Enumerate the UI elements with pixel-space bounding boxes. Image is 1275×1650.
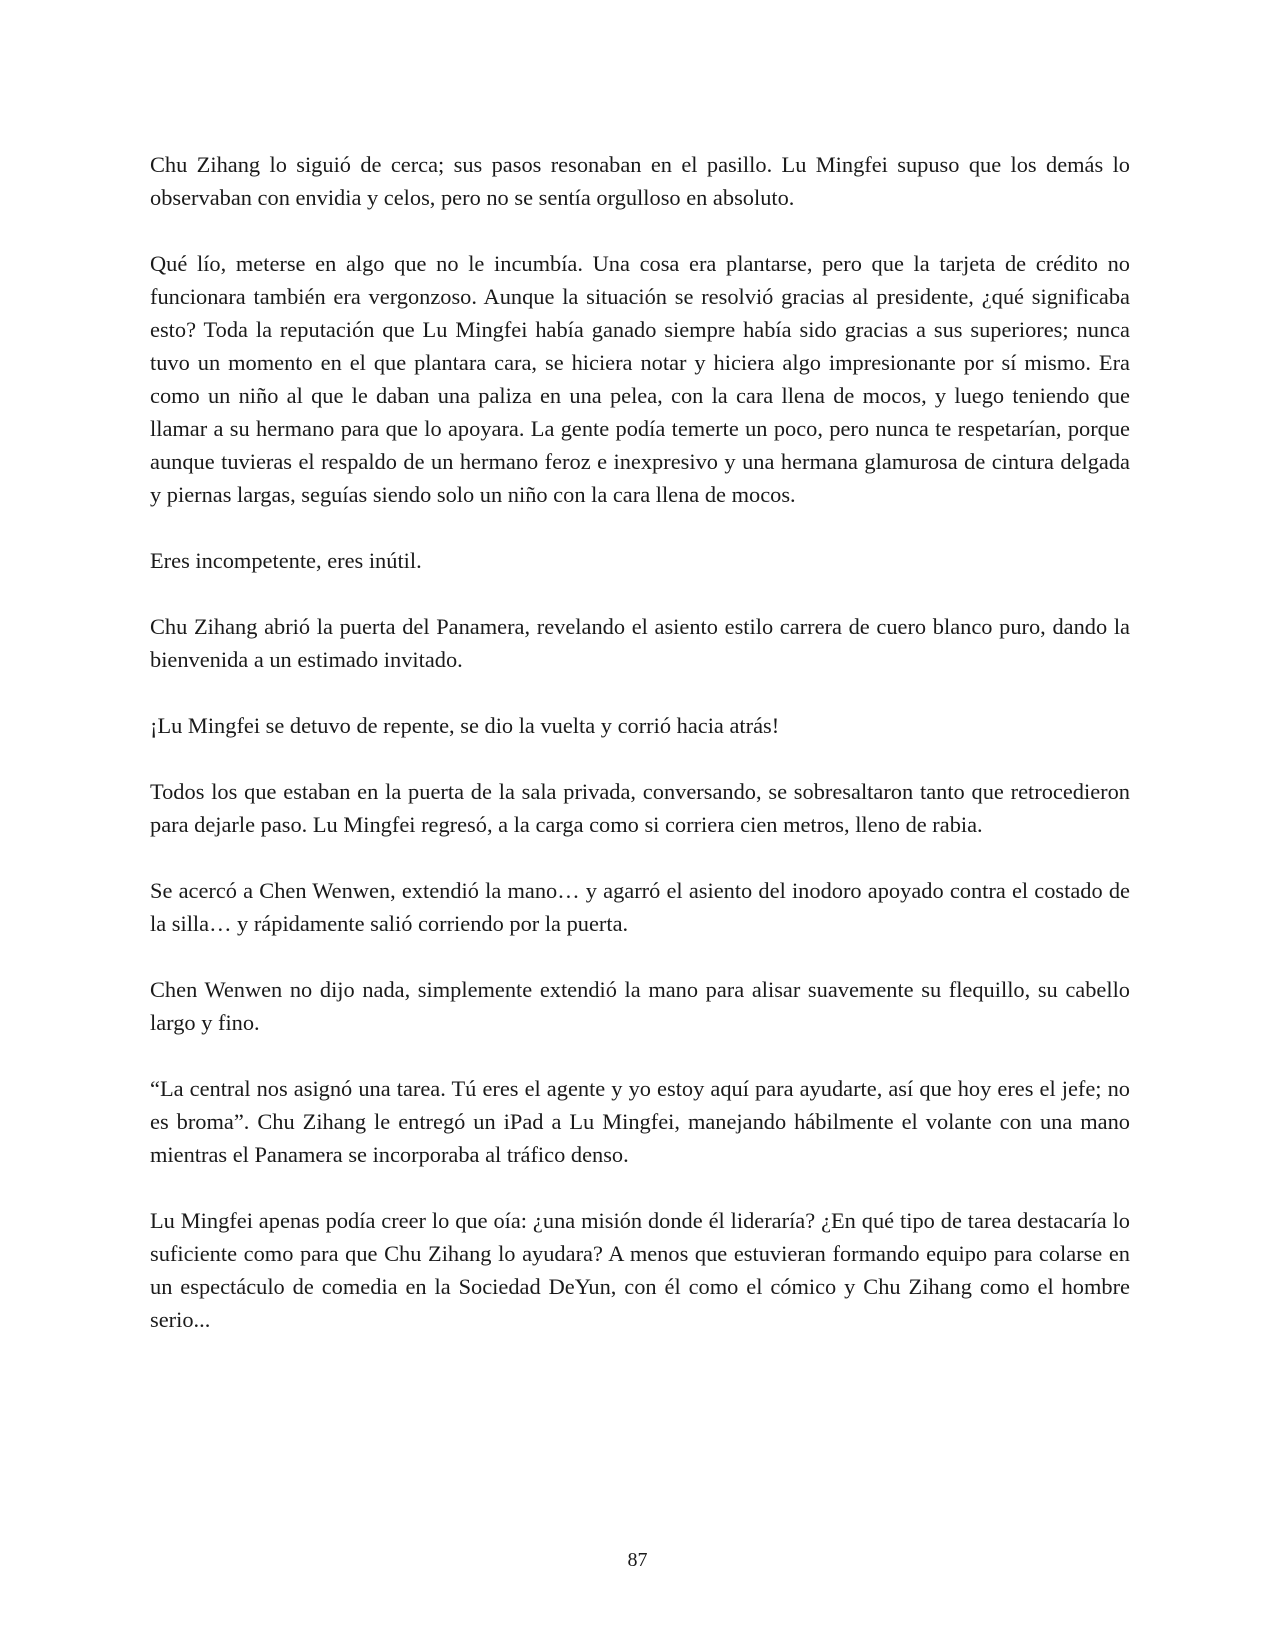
paragraph: “La central nos asignó una tarea. Tú eres el agente y yo estoy aquí para ayudarte, así que hoy eres el jefe; no es broma”. Chu Zihang le entregó un iPad a Lu Mingfei, manejando hábilmente el volante con una mano mientras el Panamera se incorporaba al tráfico denso. xyxy=(150,1076,1130,1167)
page-number: 87 xyxy=(627,1549,648,1571)
paragraph: Chen Wenwen no dijo nada, simplemente extendió la mano para alisar suavemente su flequillo, su cabello largo y fino. xyxy=(150,977,1130,1035)
page-body xyxy=(150,148,1130,1369)
paragraph: Chu Zihang lo siguió de cerca; sus pasos resonaban en el pasillo. Lu Mingfei supuso que los demás lo observaban con envidia y celos, pero no se sentía orgulloso en absoluto. xyxy=(150,152,1130,210)
paragraph: Lu Mingfei apenas podía creer lo que oía: ¿una misión donde él lideraría? ¿En qué tipo de tarea destacaría lo suficiente como para que Chu Zihang lo ayudara? A menos que estuvieran formando equipo para colarse en un espectáculo de comedia en la Sociedad DeYun, con él como el cómico y Chu Zihang como el hombre serio... xyxy=(150,1208,1130,1332)
paragraph: Se acercó a Chen Wenwen, extendió la mano… y agarró el asiento del inodoro apoyado contra el costado de la silla… y rápidamente salió corriendo por la puerta. xyxy=(150,878,1130,936)
paragraph: Eres incompetente, eres inútil. xyxy=(150,548,422,573)
paragraph: Todos los que estaban en la puerta de la sala privada, conversando, se sobresaltaron tanto que retrocedieron para dejarle paso. Lu Mingfei regresó, a la carga como si corriera cien metros, lleno de rabia. xyxy=(150,779,1130,837)
paragraph: ¡Lu Mingfei se detuvo de repente, se dio la vuelta y corrió hacia atrás! xyxy=(150,713,780,738)
paragraph: Chu Zihang abrió la puerta del Panamera, revelando el asiento estilo carrera de cuero blanco puro, dando la bienvenida a un estimado invitado. xyxy=(150,614,1130,672)
paragraph: Qué lío, meterse en algo que no le incumbía. Una cosa era plantarse, pero que la tarjeta de crédito no funcionara también era vergonzoso. Aunque la situación se resolvió gracias al presidente, ¿qué significaba esto? Toda la reputación que Lu Mingfei había ganado siempre había sido gracias a sus superiores; nunca tuvo un momento en el que plantara cara, se hiciera notar y hiciera algo impresionante por sí mismo. Era como un niño al que le daban una paliza en una pelea, con la cara llena de mocos, y luego teniendo que llamar a su hermano para que lo apoyara. La gente podía temerte un poco, pero nunca te respetarían, porque aunque tuvieras el respaldo de un hermano feroz e inexpresivo y una hermana glamurosa de cintura delgada y piernas largas, seguías siendo solo un niño con la cara llena de mocos. xyxy=(150,251,1130,507)
